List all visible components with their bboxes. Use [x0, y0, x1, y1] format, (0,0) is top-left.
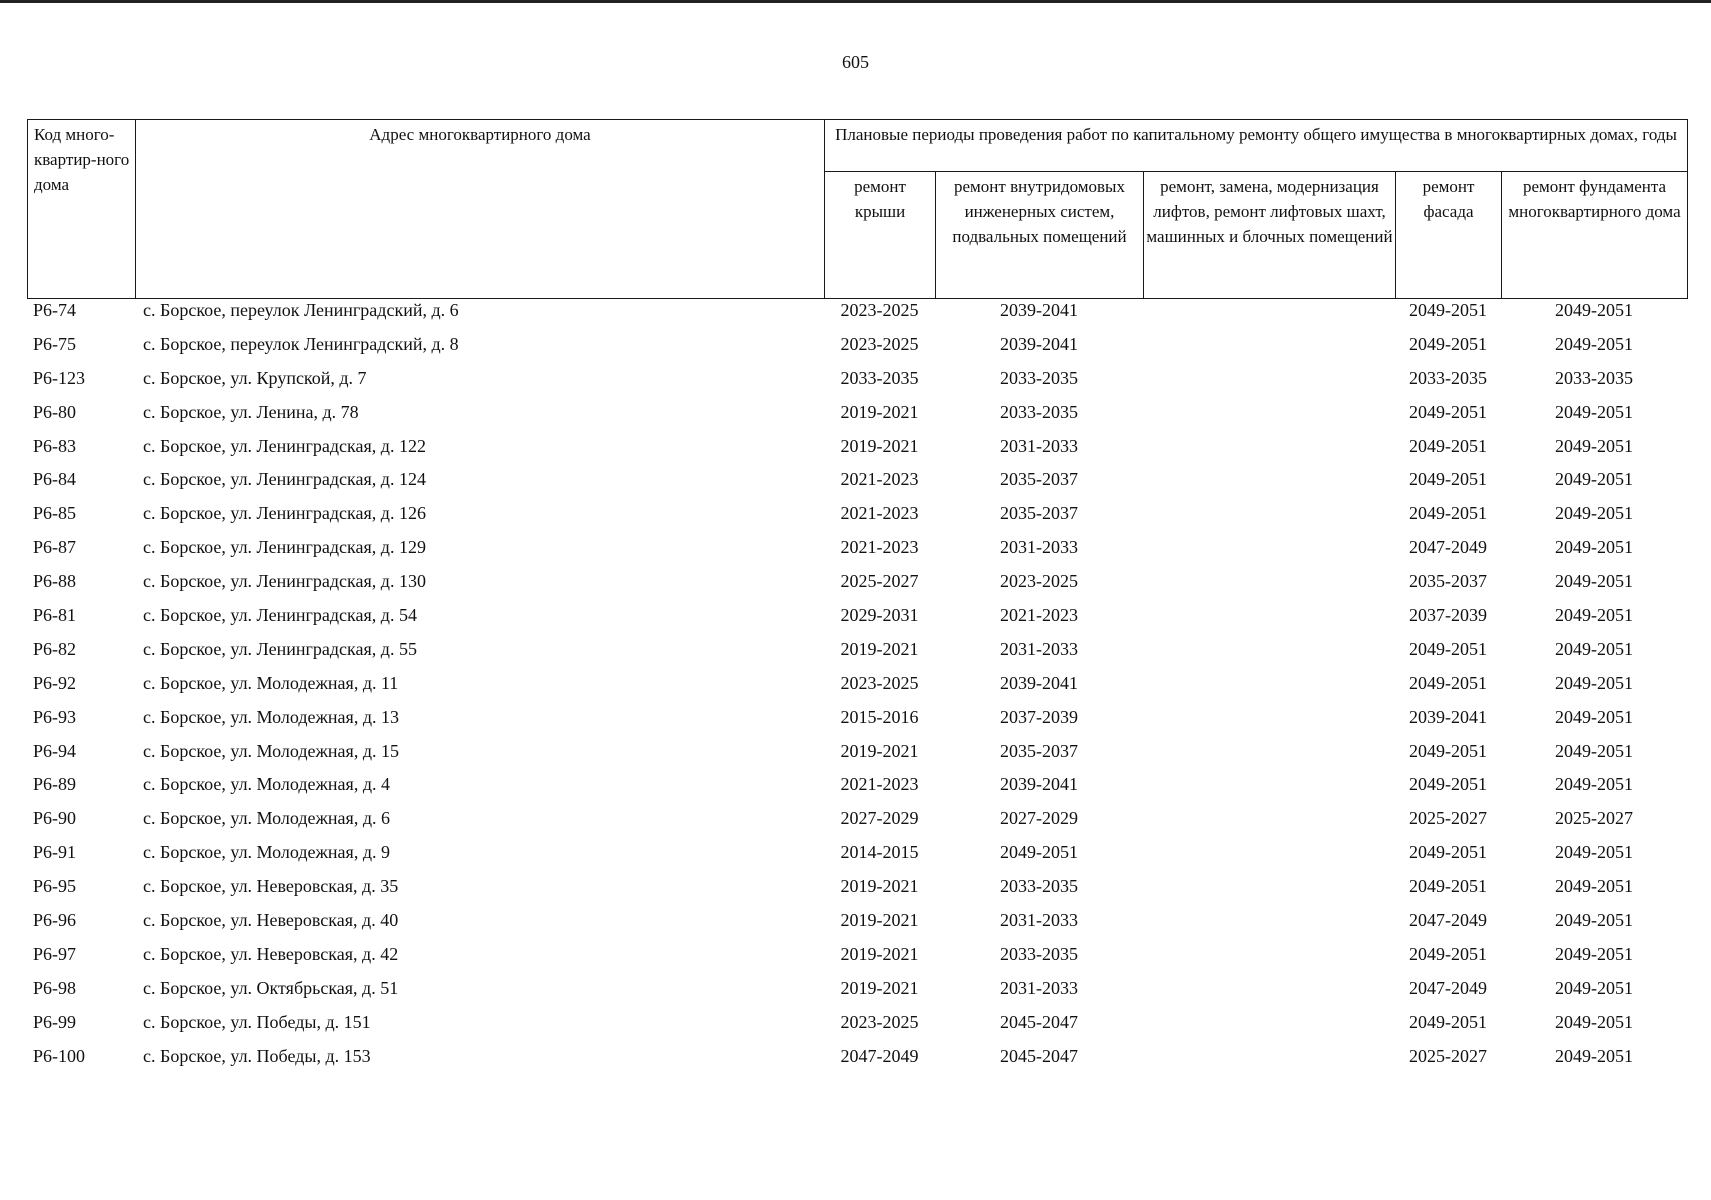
cell-facade: 2049-2051: [1409, 774, 1487, 795]
cell-elevators: [1143, 1046, 1395, 1080]
cell-code: Р6-90: [33, 808, 77, 829]
cell-roof: 2019-2021: [840, 401, 919, 422]
cell-code: Р6-98: [33, 977, 77, 998]
cell-roof: 2027-2029: [840, 808, 919, 829]
cell-code: Р6-82: [33, 638, 77, 659]
cell-facade: 2049-2051: [1409, 435, 1487, 456]
cell-foundation: 2049-2051: [1555, 605, 1633, 626]
cell-foundation: 2049-2051: [1555, 300, 1633, 320]
cell-foundation: 2049-2051: [1555, 638, 1633, 659]
cell-facade: 2049-2051: [1409, 1011, 1487, 1032]
cell-elevators: [1143, 741, 1395, 775]
cell-address: с. Борское, ул. Неверовская, д. 42: [143, 943, 399, 964]
cell-elevators: [1143, 944, 1395, 978]
cell-roof: 2019-2021: [840, 740, 919, 761]
cell-address: с. Борское, ул. Ленинградская, д. 129: [143, 537, 426, 558]
cell-facade: 2049-2051: [1409, 469, 1487, 490]
cell-systems: 2033-2035: [1000, 943, 1078, 964]
top-border-line: [0, 0, 1711, 3]
table-row: [27, 1046, 1687, 1080]
cell-systems: 2031-2033: [1000, 638, 1078, 659]
table-header: [27, 119, 1688, 299]
table-row: [27, 436, 1687, 470]
table-row: [27, 741, 1687, 775]
cell-foundation: 2033-2035: [1555, 367, 1633, 388]
table-row: [27, 605, 1687, 639]
cell-roof: 2019-2021: [840, 910, 919, 931]
cell-foundation: 2049-2051: [1555, 774, 1633, 795]
cell-systems: 2031-2033: [1000, 435, 1078, 456]
cell-code: Р6-91: [33, 842, 77, 863]
cell-code: Р6-84: [33, 469, 77, 490]
cell-foundation: 2049-2051: [1555, 469, 1633, 490]
cell-address: с. Борское, ул. Победы, д. 151: [143, 1011, 371, 1032]
cell-facade: 2047-2049: [1409, 537, 1487, 558]
cell-roof: 2029-2031: [840, 605, 919, 626]
cell-foundation: 2049-2051: [1555, 943, 1633, 964]
cell-facade: 2049-2051: [1409, 740, 1487, 761]
cell-code: Р6-81: [33, 605, 77, 626]
cell-systems: 2049-2051: [1000, 842, 1078, 863]
header-systems: ремонт внутридомовых инженерных систем, подвальных помещений: [936, 172, 1144, 299]
cell-code: Р6-93: [33, 706, 77, 727]
table-row: [27, 876, 1687, 910]
cell-foundation: 2049-2051: [1555, 842, 1633, 863]
cell-roof: 2021-2023: [840, 469, 919, 490]
cell-foundation: 2049-2051: [1555, 910, 1633, 931]
table-row: [27, 469, 1687, 503]
cell-address: с. Борское, ул. Молодежная, д. 9: [143, 842, 390, 863]
cell-elevators: [1143, 910, 1395, 944]
cell-facade: 2049-2051: [1409, 672, 1487, 693]
cell-elevators: [1143, 503, 1395, 537]
cell-foundation: 2049-2051: [1555, 571, 1633, 592]
cell-code: Р6-74: [33, 300, 77, 320]
page-number: 605: [842, 52, 869, 72]
header-facade: ремонт фасада: [1396, 172, 1502, 299]
table-row: [27, 571, 1687, 605]
table-row: [27, 808, 1687, 842]
cell-address: с. Борское, переулок Ленинградский, д. 8: [143, 333, 459, 354]
cell-systems: 2039-2041: [1000, 774, 1078, 795]
cell-address: с. Борское, ул. Победы, д. 153: [143, 1045, 371, 1066]
cell-foundation: 2049-2051: [1555, 435, 1633, 456]
cell-roof: 2015-2016: [840, 706, 919, 727]
table-row: [27, 300, 1687, 334]
table-row: [27, 639, 1687, 673]
cell-systems: 2033-2035: [1000, 401, 1078, 422]
cell-elevators: [1143, 774, 1395, 808]
cell-roof: 2014-2015: [840, 842, 919, 863]
header-code: Код много-квартир-ного дома: [28, 120, 136, 299]
table-body: [27, 300, 1687, 1079]
cell-elevators: [1143, 469, 1395, 503]
cell-systems: 2039-2041: [1000, 333, 1078, 354]
cell-code: Р6-94: [33, 740, 77, 761]
cell-elevators: [1143, 707, 1395, 741]
cell-elevators: [1143, 639, 1395, 673]
cell-elevators: [1143, 978, 1395, 1012]
cell-address: с. Борское, ул. Молодежная, д. 11: [143, 672, 399, 693]
table-row: [27, 537, 1687, 571]
cell-systems: 2031-2033: [1000, 977, 1078, 998]
cell-elevators: [1143, 571, 1395, 605]
cell-systems: 2037-2039: [1000, 706, 1078, 727]
cell-elevators: [1143, 368, 1395, 402]
cell-address: с. Борское, ул. Молодежная, д. 15: [143, 740, 399, 761]
cell-elevators: [1143, 842, 1395, 876]
cell-elevators: [1143, 1012, 1395, 1046]
cell-roof: 2025-2027: [840, 571, 919, 592]
cell-facade: 2025-2027: [1409, 1045, 1487, 1066]
cell-foundation: 2049-2051: [1555, 876, 1633, 897]
cell-code: Р6-100: [33, 1045, 86, 1066]
cell-foundation: 2049-2051: [1555, 333, 1633, 354]
cell-code: Р6-89: [33, 774, 77, 795]
cell-systems: 2033-2035: [1000, 367, 1078, 388]
cell-elevators: [1143, 876, 1395, 910]
cell-facade: 2047-2049: [1409, 910, 1487, 931]
cell-roof: 2019-2021: [840, 435, 919, 456]
cell-address: с. Борское, ул. Молодежная, д. 6: [143, 808, 390, 829]
table-row: [27, 368, 1687, 402]
cell-code: Р6-75: [33, 333, 77, 354]
cell-elevators: [1143, 300, 1395, 334]
cell-foundation: 2049-2051: [1555, 537, 1633, 558]
cell-address: с. Борское, ул. Октябрьская, д. 51: [143, 977, 399, 998]
cell-roof: 2019-2021: [840, 977, 919, 998]
header-foundation: ремонт фундамента многоквартирного дома: [1502, 172, 1688, 299]
table-row: [27, 842, 1687, 876]
cell-foundation: 2049-2051: [1555, 1011, 1633, 1032]
cell-systems: 2021-2023: [1000, 605, 1078, 626]
cell-systems: 2031-2033: [1000, 537, 1078, 558]
cell-code: Р6-88: [33, 571, 77, 592]
table-row: [27, 978, 1687, 1012]
cell-code: Р6-85: [33, 503, 77, 524]
cell-facade: 2049-2051: [1409, 943, 1487, 964]
cell-facade: 2049-2051: [1409, 401, 1487, 422]
table-row: [27, 673, 1687, 707]
cell-foundation: 2049-2051: [1555, 503, 1633, 524]
cell-address: с. Борское, ул. Крупской, д. 7: [143, 367, 367, 388]
cell-systems: 2035-2037: [1000, 469, 1078, 490]
cell-systems: 2045-2047: [1000, 1045, 1078, 1066]
cell-address: с. Борское, ул. Ленинградская, д. 126: [143, 503, 426, 524]
cell-foundation: 2049-2051: [1555, 740, 1633, 761]
cell-code: Р6-87: [33, 537, 77, 558]
cell-facade: 2033-2035: [1409, 367, 1487, 388]
cell-systems: 2039-2041: [1000, 672, 1078, 693]
cell-facade: 2035-2037: [1409, 571, 1487, 592]
cell-elevators: [1143, 673, 1395, 707]
cell-roof: 2021-2023: [840, 537, 919, 558]
cell-facade: 2049-2051: [1409, 503, 1487, 524]
cell-address: с. Борское, ул. Ленинградская, д. 130: [143, 571, 426, 592]
cell-code: Р6-92: [33, 672, 77, 693]
cell-facade: 2037-2039: [1409, 605, 1487, 626]
cell-address: с. Борское, ул. Молодежная, д. 13: [143, 706, 399, 727]
cell-roof: 2019-2021: [840, 943, 919, 964]
cell-systems: 2039-2041: [1000, 300, 1078, 320]
cell-facade: 2049-2051: [1409, 333, 1487, 354]
cell-code: Р6-83: [33, 435, 77, 456]
header-periods: Плановые периоды проведения работ по капитальному ремонту общего имущества в многоквартирных домах, годы: [825, 120, 1688, 172]
data-table: [27, 300, 1687, 1079]
cell-roof: 2047-2049: [840, 1045, 919, 1066]
cell-foundation: 2049-2051: [1555, 672, 1633, 693]
cell-foundation: 2049-2051: [1555, 706, 1633, 727]
table-row: [27, 503, 1687, 537]
cell-roof: 2023-2025: [840, 672, 919, 693]
cell-facade: 2049-2051: [1409, 300, 1487, 320]
cell-address: с. Борское, ул. Ленинградская, д. 122: [143, 435, 426, 456]
cell-elevators: [1143, 537, 1395, 571]
cell-foundation: 2025-2027: [1555, 808, 1633, 829]
table-row: [27, 707, 1687, 741]
cell-elevators: [1143, 334, 1395, 368]
cell-systems: 2033-2035: [1000, 876, 1078, 897]
table-row: [27, 774, 1687, 808]
cell-roof: 2021-2023: [840, 774, 919, 795]
cell-roof: 2023-2025: [840, 1011, 919, 1032]
cell-address: с. Борское, ул. Неверовская, д. 40: [143, 910, 399, 931]
cell-systems: 2027-2029: [1000, 808, 1078, 829]
cell-code: Р6-123: [33, 367, 86, 388]
cell-systems: 2023-2025: [1000, 571, 1078, 592]
cell-elevators: [1143, 402, 1395, 436]
cell-roof: 2023-2025: [840, 300, 919, 320]
cell-foundation: 2049-2051: [1555, 401, 1633, 422]
table-row: [27, 1012, 1687, 1046]
cell-address: с. Борское, ул. Ленина, д. 78: [143, 401, 359, 422]
cell-facade: 2049-2051: [1409, 842, 1487, 863]
cell-elevators: [1143, 808, 1395, 842]
cell-address: с. Борское, ул. Молодежная, д. 4: [143, 774, 390, 795]
table-row: [27, 402, 1687, 436]
cell-facade: 2039-2041: [1409, 706, 1487, 727]
cell-code: Р6-97: [33, 943, 77, 964]
table-row: [27, 944, 1687, 978]
cell-systems: 2045-2047: [1000, 1011, 1078, 1032]
cell-elevators: [1143, 605, 1395, 639]
cell-elevators: [1143, 436, 1395, 470]
table-row: [27, 910, 1687, 944]
cell-facade: 2047-2049: [1409, 977, 1487, 998]
cell-code: Р6-99: [33, 1011, 77, 1032]
cell-address: с. Борское, ул. Ленинградская, д. 54: [143, 605, 417, 626]
header-address: Адрес многоквартирного дома: [136, 120, 825, 299]
header-elevators: ремонт, замена, модернизация лифтов, ремонт лифтовых шахт, машинных и блочных помещений: [1144, 172, 1396, 299]
cell-address: с. Борское, ул. Ленинградская, д. 124: [143, 469, 426, 490]
cell-foundation: 2049-2051: [1555, 977, 1633, 998]
table-row: [27, 334, 1687, 368]
cell-systems: 2035-2037: [1000, 740, 1078, 761]
cell-roof: 2033-2035: [840, 367, 919, 388]
cell-code: Р6-95: [33, 876, 77, 897]
cell-code: Р6-80: [33, 401, 77, 422]
header-roof: ремонт крыши: [825, 172, 936, 299]
cell-systems: 2031-2033: [1000, 910, 1078, 931]
cell-roof: 2019-2021: [840, 876, 919, 897]
cell-facade: 2049-2051: [1409, 638, 1487, 659]
cell-address: с. Борское, ул. Неверовская, д. 35: [143, 876, 399, 897]
cell-foundation: 2049-2051: [1555, 1045, 1633, 1066]
cell-systems: 2035-2037: [1000, 503, 1078, 524]
cell-address: с. Борское, ул. Ленинградская, д. 55: [143, 638, 417, 659]
cell-roof: 2019-2021: [840, 638, 919, 659]
cell-facade: 2049-2051: [1409, 876, 1487, 897]
cell-roof: 2021-2023: [840, 503, 919, 524]
cell-address: с. Борское, переулок Ленинградский, д. 6: [143, 300, 459, 320]
cell-facade: 2025-2027: [1409, 808, 1487, 829]
cell-code: Р6-96: [33, 910, 77, 931]
cell-roof: 2023-2025: [840, 333, 919, 354]
